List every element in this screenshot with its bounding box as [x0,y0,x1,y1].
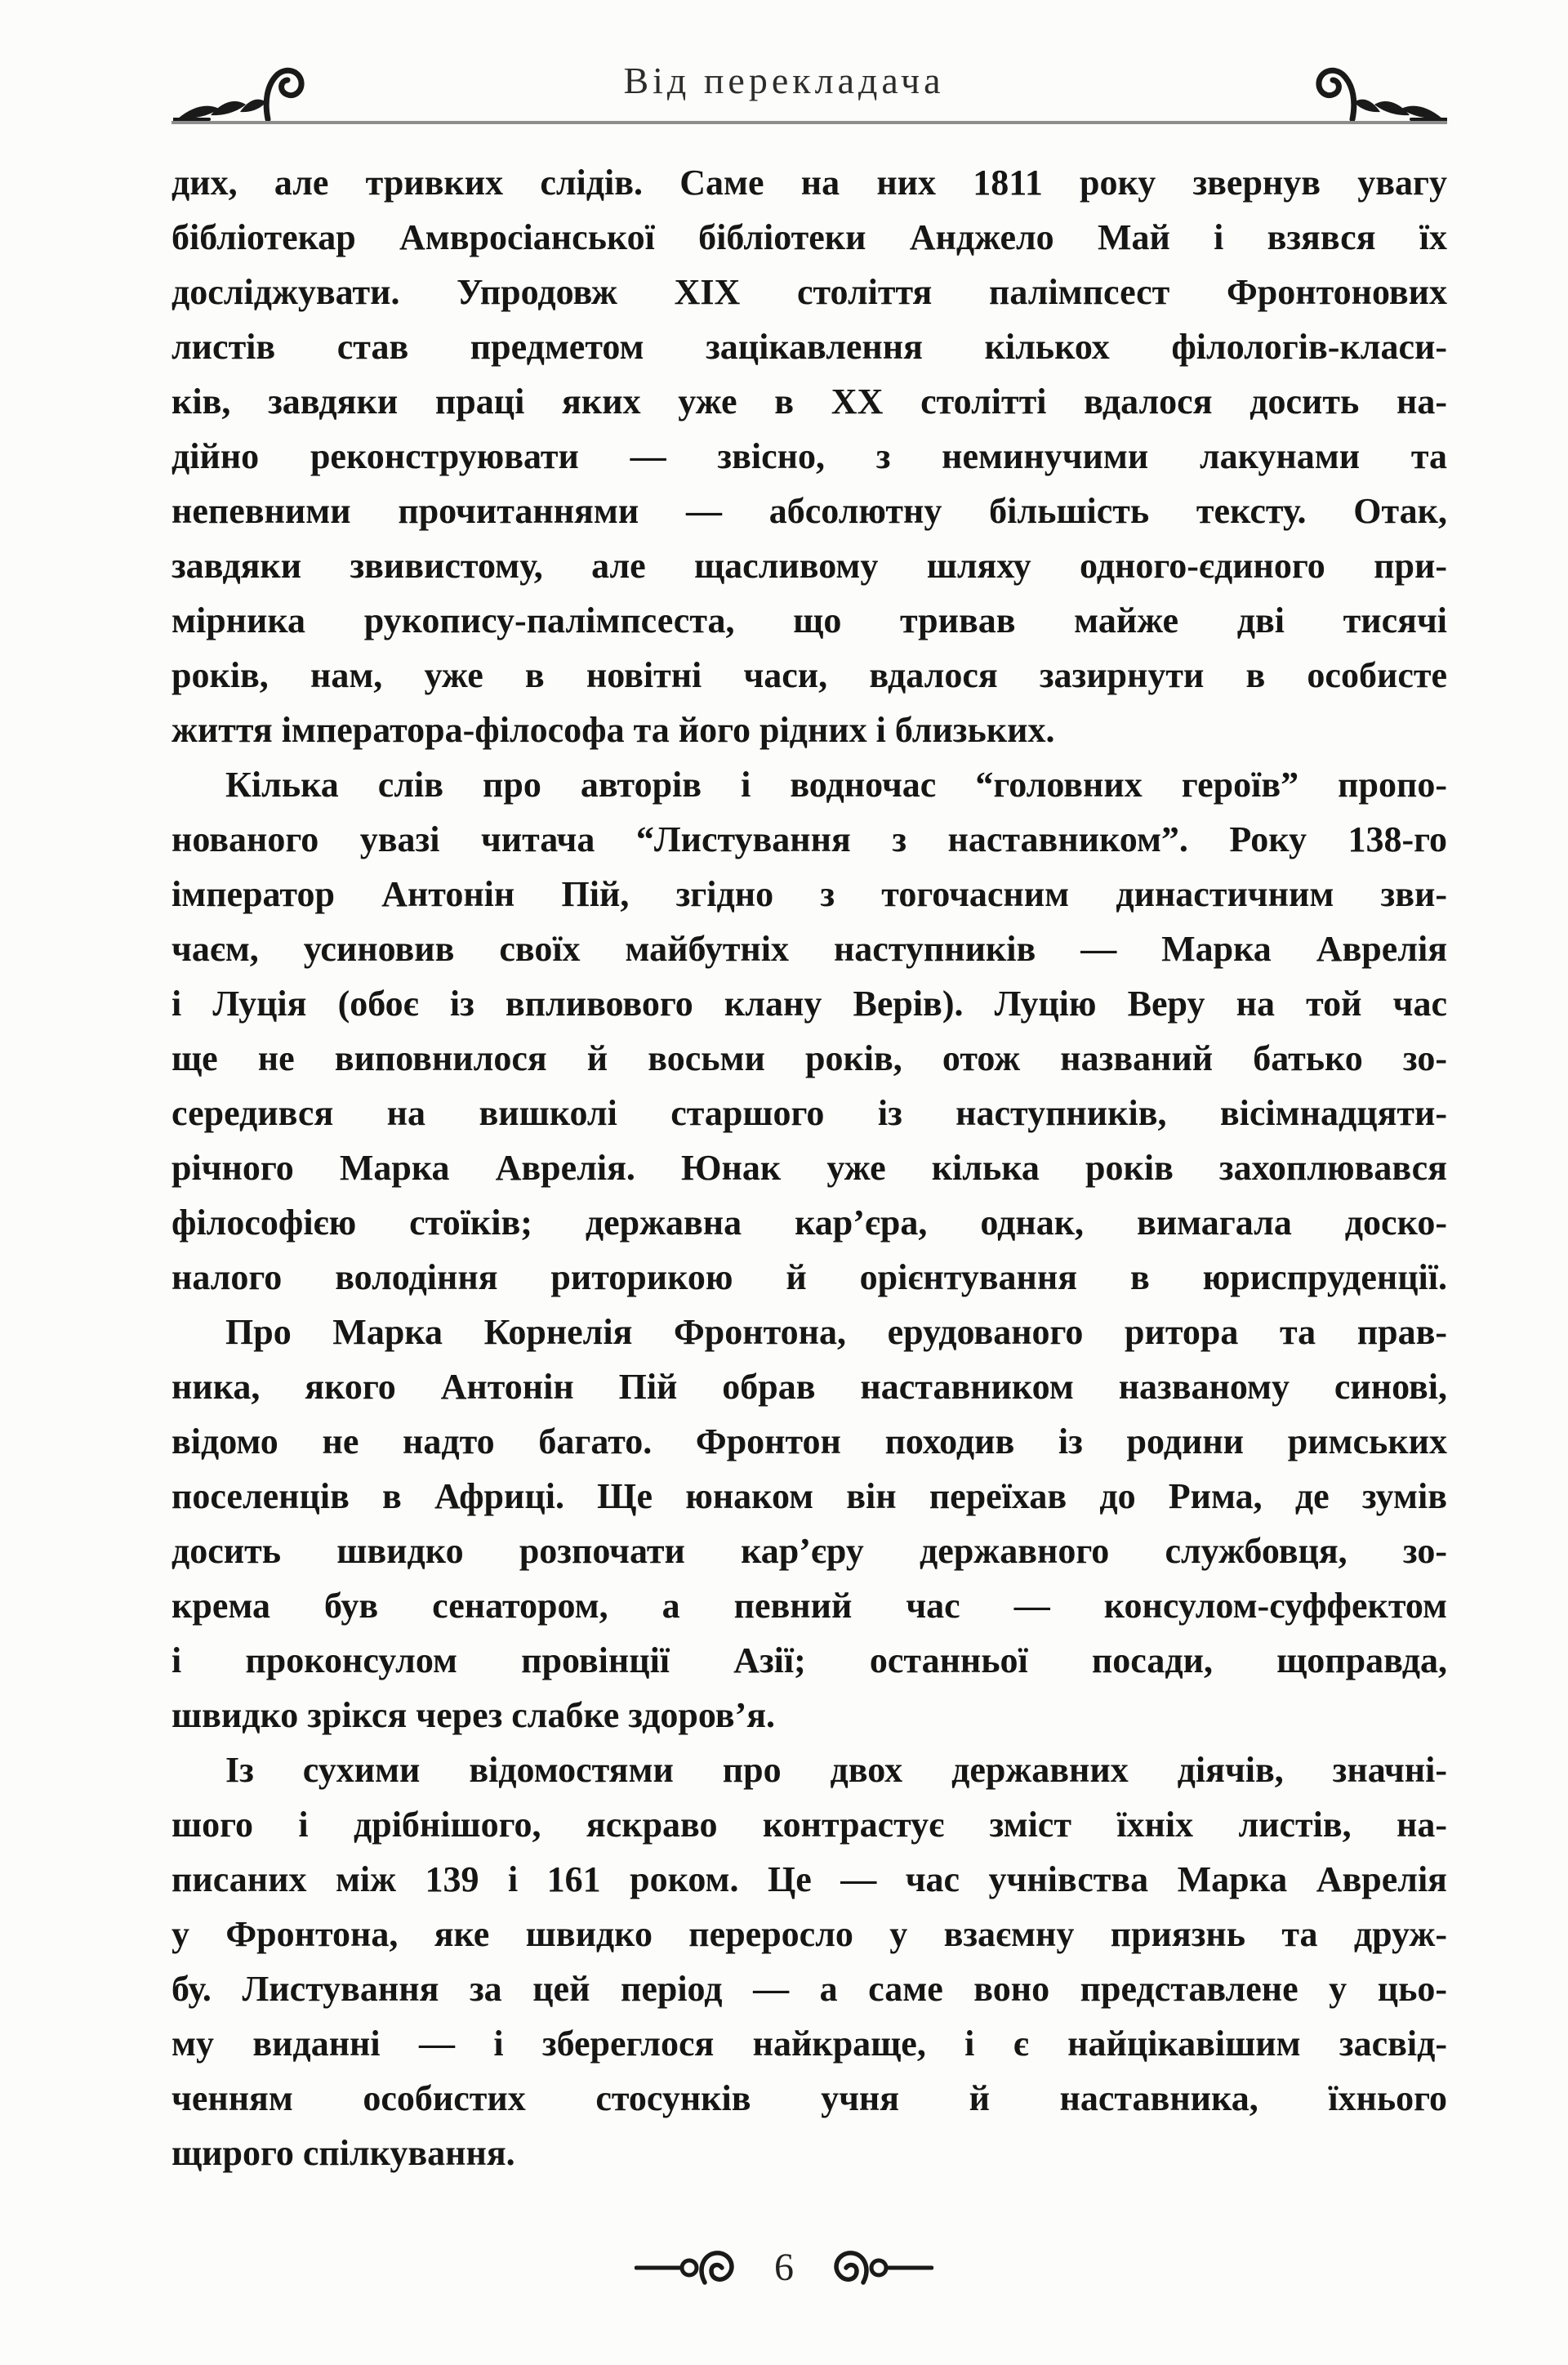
text-line: Кілька слів про авторів і водночас “головних героїв” пропо- [225,765,1447,805]
text-line: середився на вишколі старшого із наступників, вісімнадцяти- [172,1093,1447,1133]
text-line: Про Марка Корнелія Фронтона, ерудованого ритора та прав- [225,1312,1447,1352]
text-line: і проконсулом провінції Азії; останньої посади, щоправда, [172,1640,1447,1680]
header-rule [172,121,1447,124]
page-number: 6 [774,2246,794,2289]
text-line: Із сухими відомостями про двох державних діячів, значні- [225,1750,1447,1790]
text-line: відомо не надто багато. Фронтон походив із родини римських [172,1421,1447,1461]
swirl-rule-icon-mirrored [831,2247,933,2289]
swirl-rule-icon [635,2247,737,2289]
chapter-title: Від перекладача [623,60,945,101]
text-line: років, нам, уже в новітні часи, вдалося зазирнути в особисте [172,655,1447,695]
text-line: життя імператора-філософа та його рідних і близьких. [172,710,1055,750]
text-line: чаєм, усиновив своїх майбутніх наступників — Марка Аврелія [172,929,1447,969]
text-line: ченням особистих стосунків учня й наставника, їхнього [172,2078,1447,2118]
text-line: і Луція (обоє із впливового клану Верів). Луцію Веру на той час [172,984,1447,1024]
text-line: бу. Листування за цей період — а саме воно представлене у цьо- [172,1969,1447,2009]
text-line: швидко зрікся через слабке здоров’я. [172,1695,776,1735]
text-line: писаних між 139 і 161 роком. Це — час учнівства Марка Аврелія [172,1859,1447,1899]
text-line: ника, якого Антонін Пій обрав наставником названому синові, [172,1367,1447,1407]
text-line: досліджувати. Упродовж XIX століття палімпсест Фронтонових [172,272,1447,312]
text-line: нованого увазі читача “Листування з наставником”. Року 138-го [172,819,1447,859]
text-line: дійно реконструювати — звісно, з неминучими лакунами та [172,436,1447,476]
text-line: мірника рукопису-палімпсеста, що тривав майже дві тисячі [172,600,1447,640]
text-line: налого володіння риторикою й орієнтування в юриспруденції. [172,1257,1447,1297]
text-line: річного Марка Аврелія. Юнак уже кілька років захоплювався [172,1148,1447,1188]
text-line: листів став предметом зацікавлення кількох філологів-класи- [172,327,1447,367]
text-line: досить швидко розпочати кар’єру державного службовця, зо- [172,1531,1447,1571]
text-line: му виданні — і збереглося найкраще, і є найцікавішим засвід- [172,2024,1447,2064]
text-line: імператор Антонін Пій, згідно з тогочасним династичним зви- [172,874,1447,914]
body-text [172,155,1447,2180]
text-line: дих, але тривких слідів. Саме на них 1811 року звернув увагу [172,163,1447,203]
text-line: непевними прочитаннями — абсолютну більшість тексту. Отак, [172,491,1447,531]
text-line: завдяки звивистому, але щасливому шляху одного-єдиного при- [172,546,1447,586]
text-line: ще не виповнилося й восьми років, отож названий батько зо- [172,1038,1447,1078]
text-line: бібліотекар Амвросіанської бібліотеки Анджело Май і взявся їх [172,217,1447,257]
text-line: у Фронтона, яке швидко переросло у взаємну приязнь та друж- [172,1914,1447,1954]
text-line: щирого спілкування. [172,2133,515,2173]
floral-flourish-icon-mirrored [1312,65,1447,123]
text-line: ків, завдяки праці яких уже в XX столітті вдалося досить на- [172,382,1447,422]
text-line: філософією стоїків; державна кар’єра, однак, вимагала доско- [172,1203,1447,1243]
text-line: поселенців в Африці. Ще юнаком він переїхав до Рима, де зумів [172,1476,1447,1516]
text-line: крема був сенатором, а певний час — консулом-суффектом [172,1586,1447,1626]
text-line: шого і дрібнішого, яскраво контрастує зміст їхніх листів, на- [172,1805,1447,1845]
page-footer [0,2247,1568,2289]
